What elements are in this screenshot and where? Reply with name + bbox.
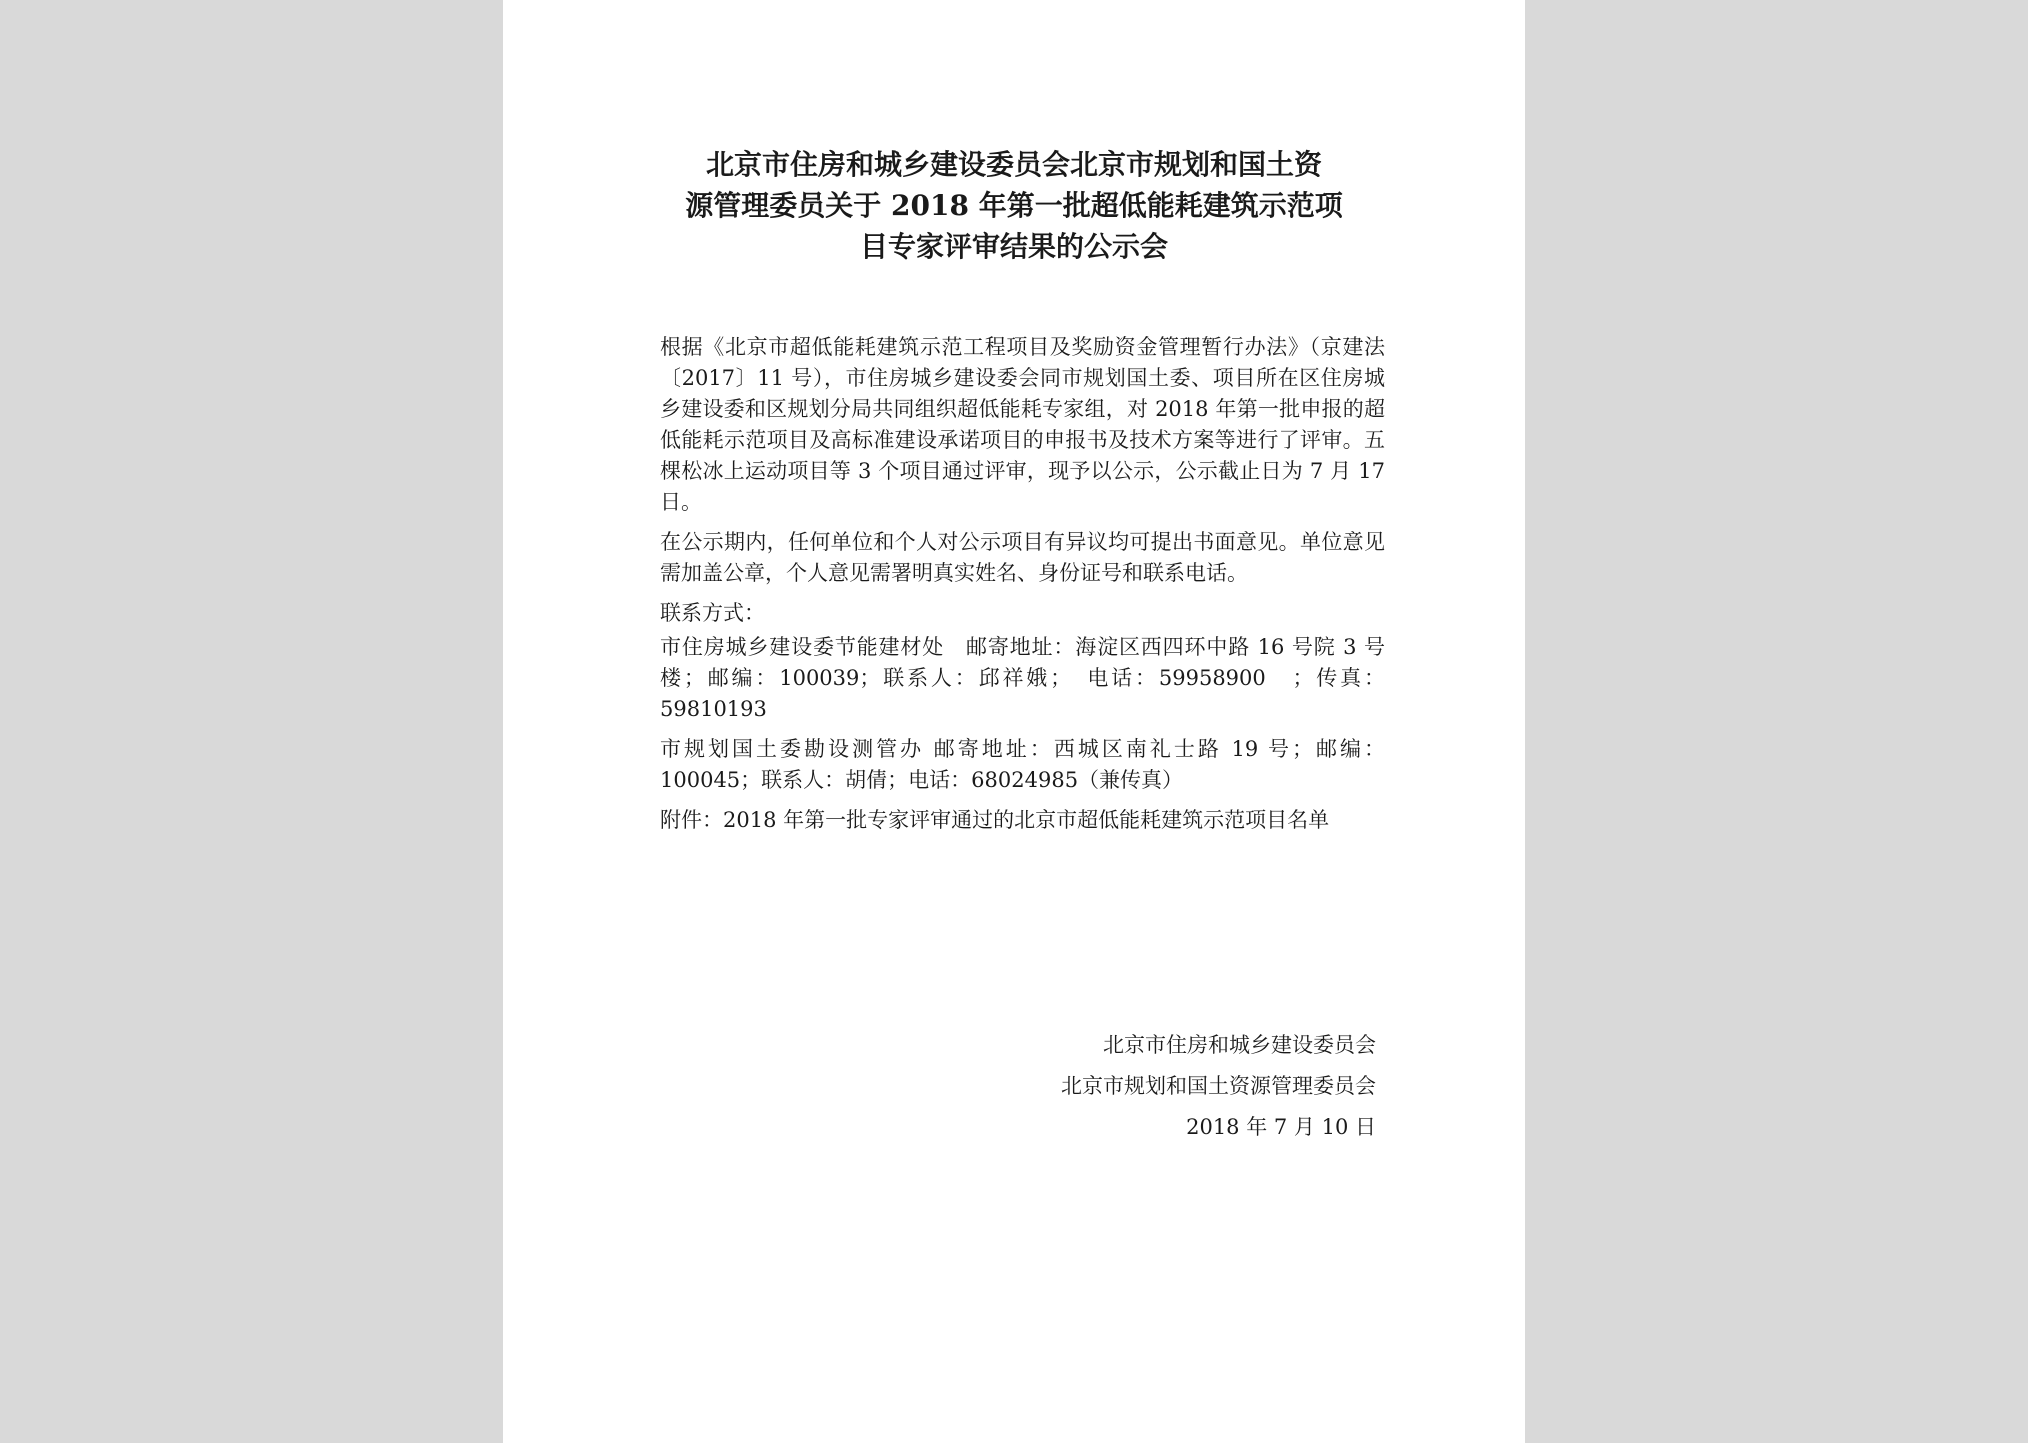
title-line-3: 目专家评审结果的公示会 xyxy=(859,230,1168,263)
paragraph-contact-housing: 市住房城乡建设委节能建材处 邮寄地址：海淀区西四环中路 16 号院 3 号楼；邮编：100039；联系人：邱祥娥； 电话：59958900 ；传真：59810193 xyxy=(660,635,1385,721)
paragraph-objection: 在公示期内，任何单位和个人对公示项目有异议均可提出书面意见。单位意见需加盖公章，个人意见需署明真实姓名、身份证号和联系电话。 xyxy=(660,530,1385,585)
paragraph-basis: 根据《北京市超低能耗建筑示范工程项目及奖励资金管理暂行办法》（京建法〔2017〕11 号），市住房城乡建设委会同市规划国土委、项目所在区住房城乡建设委和区规划分局共同组织超低能耗专家组，对 2018 年第一批申报的超低能耗示范项目及高标准建设承诺项目的申报书及技术方案等进行了评审。五棵松冰上运动项目等 3 个项目通过评审，现予以公示，公示截止日为 7 月 17 日。 xyxy=(660,335,1385,514)
signature-block xyxy=(1061,1025,1376,1148)
paragraph-contact-planning: 市规划国土委勘设测管办 邮寄地址：西城区南礼士路 19 号；邮编：100045；联系人：胡倩；电话：68024985（兼传真） xyxy=(660,737,1385,792)
signature-date: 2018 年 7 月 10 日 xyxy=(1186,1115,1376,1139)
document-title xyxy=(653,144,1375,267)
paragraph-attachment: 附件：2018 年第一批专家评审通过的北京市超低能耗建筑示范项目名单 xyxy=(660,808,1330,832)
title-line-1: 北京市住房和城乡建设委员会北京市规划和国土资 xyxy=(705,148,1322,181)
signature-org-housing: 北京市住房和城乡建设委员会 xyxy=(1103,1033,1376,1057)
signature-org-planning: 北京市规划和国土资源管理委员会 xyxy=(1061,1074,1376,1098)
paragraph-contact-heading: 联系方式： xyxy=(660,601,765,625)
document-body xyxy=(660,332,1385,845)
title-line-2: 源管理委员关于 2018 年第一批超低能耗建筑示范项 xyxy=(685,189,1343,222)
document-page xyxy=(503,0,1525,1443)
